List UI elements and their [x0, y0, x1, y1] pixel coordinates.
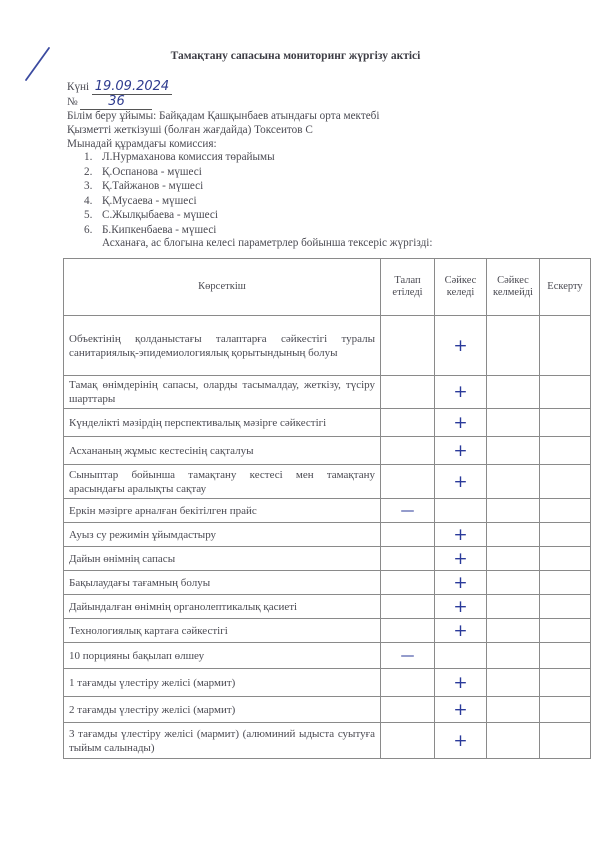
member-item: 5. С.Жылқыбаева - мүшесі — [84, 209, 218, 221]
note-cell — [540, 376, 591, 409]
required-cell — [381, 619, 435, 643]
compliant-cell — [435, 376, 487, 409]
noncompliant-cell — [487, 571, 540, 595]
noncompliant-cell — [487, 595, 540, 619]
indicator-cell: Технологиялық картаға сәйкестігі — [64, 619, 381, 643]
noncompliant-cell — [487, 523, 540, 547]
handwritten-plus-mark: + — [453, 730, 468, 751]
indicator-cell: Дайын өнімнің сапасы — [64, 547, 381, 571]
indicator-cell: Тамақ өнімдерінің сапасы, оларды тасымалдау, жеткізу, түсіру шарттары — [64, 376, 381, 409]
noncompliant-cell — [487, 669, 540, 697]
compliant-cell — [435, 723, 487, 759]
indicator-cell: Еркін мәзірге арналған бекітілген прайс — [64, 499, 381, 523]
handwritten-plus-mark: + — [453, 596, 468, 617]
note-cell — [540, 523, 591, 547]
member-item: 6. Б.Кипкенбаева - мүшесі — [84, 223, 217, 236]
table-header-row — [64, 259, 591, 316]
required-cell — [381, 595, 435, 619]
compliant-cell — [435, 523, 487, 547]
handwritten-plus-mark: + — [453, 524, 468, 545]
indicator-cell: 2 тағамды үлестіру желісі (мармит) — [64, 697, 381, 723]
date-line — [67, 80, 172, 95]
member-item: 2. Қ.Оспанова - мүшесі — [84, 165, 202, 178]
noncompliant-cell — [487, 499, 540, 523]
table-row — [64, 437, 591, 465]
table-row — [64, 316, 591, 376]
noncompliant-cell — [487, 316, 540, 376]
note-cell — [540, 409, 591, 437]
handwritten-plus-mark: + — [453, 440, 468, 461]
required-cell — [381, 376, 435, 409]
indicator-cell: Ауыз су режимін ұйымдастыру — [64, 523, 381, 547]
noncompliant-cell — [487, 437, 540, 465]
compliant-cell — [435, 547, 487, 571]
noncompliant-cell — [487, 409, 540, 437]
indicator-cell: Дайындалған өнімнің органолептикалық қасиеті — [64, 595, 381, 619]
commission-line: Мынадай құрамдағы комиссия: — [67, 138, 217, 150]
handwritten-plus-mark: + — [453, 382, 468, 402]
required-cell — [381, 547, 435, 571]
noncompliant-cell — [487, 547, 540, 571]
note-cell — [540, 643, 591, 669]
compliant-cell — [435, 669, 487, 697]
required-cell — [381, 669, 435, 697]
note-cell — [540, 316, 591, 376]
number-value: 36 — [80, 95, 152, 110]
compliant-cell — [435, 619, 487, 643]
note-cell — [540, 571, 591, 595]
header-indicator: Көрсеткіш — [64, 259, 381, 316]
table-row — [64, 547, 591, 571]
handwritten-plus-mark: + — [453, 335, 468, 356]
note-cell — [540, 437, 591, 465]
note-cell — [540, 595, 591, 619]
indicator-cell: 10 порцияны бақылап өлшеу — [64, 643, 381, 669]
noncompliant-cell — [487, 723, 540, 759]
intro-line: Асханаға, ас блогына келесі параметрлер бойынша тексеріс жүргізді: — [102, 237, 433, 249]
handwritten-plus-mark: + — [453, 672, 468, 693]
indicator-cell: Объектінің қолданыстағы талаптарға сәйкестігі туралы санитариялық-эпидемиологиялық қорытындының болуы — [64, 316, 381, 376]
compliant-cell — [435, 643, 487, 669]
compliant-cell — [435, 316, 487, 376]
header-note: Ескерту — [540, 259, 591, 316]
header-compliant: Сәйкес келеді — [435, 259, 487, 316]
monitoring-table — [63, 258, 591, 759]
handwritten-plus-mark: + — [453, 412, 468, 433]
table-row — [64, 571, 591, 595]
noncompliant-cell — [487, 643, 540, 669]
noncompliant-cell — [487, 697, 540, 723]
handwritten-dash-mark: — — [400, 502, 415, 519]
note-cell — [540, 547, 591, 571]
organization-line: Білім беру ұйымы: Байқадам Қашқынбаев атындағы орта мектебі — [67, 110, 380, 122]
note-cell — [540, 723, 591, 759]
commission-members-list — [84, 150, 275, 237]
table-row — [64, 697, 591, 723]
required-cell — [381, 643, 435, 669]
indicator-cell: 3 тағамды үлестіру желісі (мармит) (алюминий ыдыста суытуға тыйым салынады) — [64, 723, 381, 759]
table-row — [64, 723, 591, 759]
table-row — [64, 409, 591, 437]
indicator-cell: Күнделікті мәзірдің перспективалық мәзірге сәйкестігі — [64, 409, 381, 437]
table-row — [64, 595, 591, 619]
date-value: 19.09.2024 — [92, 80, 172, 95]
note-cell — [540, 619, 591, 643]
required-cell — [381, 465, 435, 499]
number-line — [67, 95, 152, 110]
header-required: Талап етіледі — [381, 259, 435, 316]
required-cell — [381, 523, 435, 547]
member-item: 4. Қ.Мусаева - мүшесі — [84, 194, 197, 207]
required-cell — [381, 409, 435, 437]
indicator-cell: Сыныптар бойынша тамақтану кестесі мен тамақтану арасындағы аралықты сақтау — [64, 465, 381, 499]
member-item: 3. Қ.Тайжанов - мүшесі — [84, 180, 204, 192]
table-row — [64, 376, 591, 409]
required-cell — [381, 499, 435, 523]
date-label: Күні — [67, 81, 90, 93]
indicator-cell: 1 тағамды үлестіру желісі (мармит) — [64, 669, 381, 697]
noncompliant-cell — [487, 465, 540, 499]
handwritten-plus-mark: + — [453, 548, 468, 569]
handwritten-plus-mark: + — [453, 471, 468, 492]
number-label: № — [67, 96, 78, 108]
compliant-cell — [435, 571, 487, 595]
noncompliant-cell — [487, 376, 540, 409]
required-cell — [381, 697, 435, 723]
handwritten-plus-mark: + — [453, 572, 468, 593]
table-row — [64, 465, 591, 499]
required-cell — [381, 437, 435, 465]
table-row — [64, 523, 591, 547]
required-cell — [381, 571, 435, 595]
compliant-cell — [435, 595, 487, 619]
note-cell — [540, 465, 591, 499]
note-cell — [540, 697, 591, 723]
indicator-cell: Асхананың жұмыс кестесінің сақталуы — [64, 437, 381, 465]
compliant-cell — [435, 409, 487, 437]
table-row — [64, 499, 591, 523]
member-item: 1. Л.Нурмаханова комиссия төрайымы — [84, 151, 275, 163]
handwritten-plus-mark: + — [453, 620, 468, 641]
supplier-line: Қызметті жеткізуші (болған жағдайда) Токсеитов С — [67, 124, 313, 136]
header-noncompliant: Сәйкес келмейді — [487, 259, 540, 316]
table-row — [64, 669, 591, 697]
required-cell — [381, 316, 435, 376]
table-row — [64, 643, 591, 669]
compliant-cell — [435, 437, 487, 465]
compliant-cell — [435, 499, 487, 523]
note-cell — [540, 499, 591, 523]
compliant-cell — [435, 697, 487, 723]
noncompliant-cell — [487, 619, 540, 643]
handwritten-dash-mark: — — [400, 647, 415, 664]
handwritten-plus-mark: + — [453, 699, 468, 720]
table-row — [64, 619, 591, 643]
indicator-cell: Бақылаудағы тағамның болуы — [64, 571, 381, 595]
required-cell — [381, 723, 435, 759]
note-cell — [540, 669, 591, 697]
document-title: Тамақтану сапасына мониторинг жүргізу актісі — [170, 50, 421, 62]
compliant-cell — [435, 465, 487, 499]
